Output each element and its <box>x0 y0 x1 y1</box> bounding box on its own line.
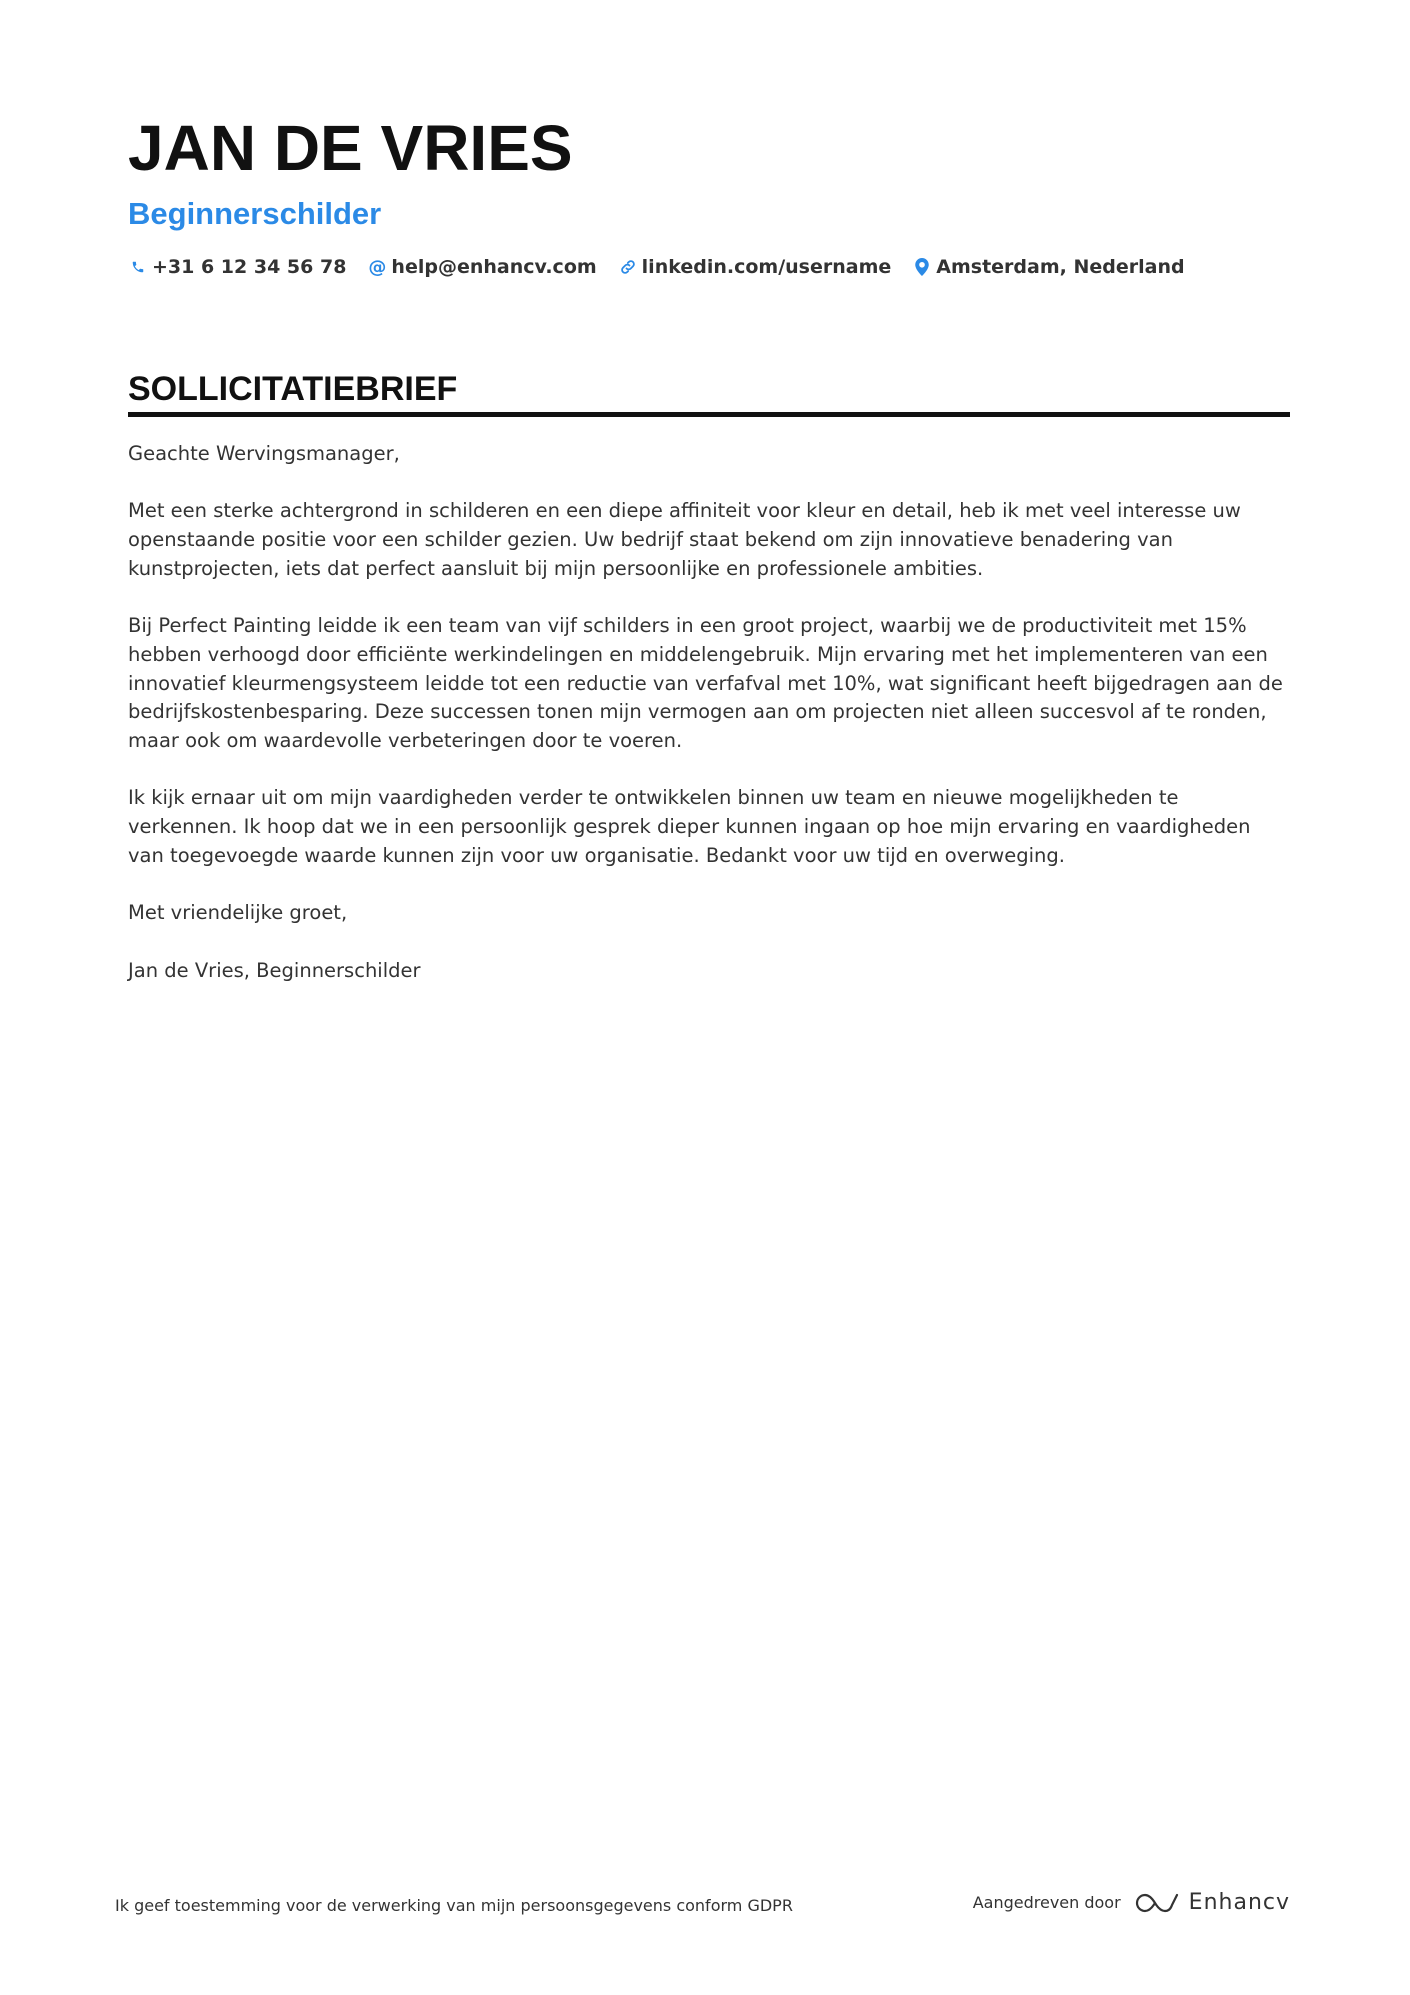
link-icon <box>618 257 638 277</box>
gdpr-consent: Ik geef toestemming voor de verwerking van mijn persoonsgegevens conform GDPR <box>115 1896 793 1915</box>
contact-linkedin <box>618 256 892 278</box>
at-icon: @ <box>368 256 387 278</box>
contact-phone <box>128 256 346 278</box>
letter-closing: Met vriendelijke groet, <box>128 901 348 925</box>
letter-body <box>128 440 1290 1014</box>
candidate-name: JAN DE VRIES <box>128 112 573 184</box>
location-pin-icon <box>912 257 932 277</box>
linkedin-value[interactable]: linkedin.com/username <box>641 256 892 278</box>
candidate-title: Beginnerschilder <box>128 196 382 231</box>
phone-icon <box>128 257 148 277</box>
email-value[interactable]: help@enhancv.com <box>391 256 597 278</box>
powered-by <box>973 1890 1290 1915</box>
contact-location <box>912 256 1184 278</box>
section-title: SOLLICITATIEBRIEF <box>128 368 1290 417</box>
phone-value: +31 6 12 34 56 78 <box>152 256 347 278</box>
letter-paragraph: Met een sterke achtergrond in schilderen en een diepe affiniteit voor kleur en detail, heb ik met veel interesse uw openstaande positie voor een schilder gezien. Uw bedrijf staat bekend om zijn innovatieve benadering van kunstprojecten, iets dat perfect aansluit bij mijn persoonlijke en professionele ambities. <box>128 499 1241 580</box>
letter-greeting: Geachte Wervingsmanager, <box>128 442 400 465</box>
enhancv-logo-icon <box>1133 1891 1179 1915</box>
contact-bar <box>128 256 1288 278</box>
header <box>128 108 1288 278</box>
powered-by-label: Aangedreven door <box>972 1893 1121 1912</box>
contact-email <box>367 256 596 278</box>
brand-name[interactable]: Enhancv <box>1188 1890 1290 1915</box>
letter-signature: Jan de Vries, Beginnerschilder <box>128 958 421 982</box>
location-value: Amsterdam, Nederland <box>936 256 1185 278</box>
letter-paragraph: Ik kijk ernaar uit om mijn vaardigheden verder te ontwikkelen binnen uw team en nieuwe mogelijkheden te verkennen. Ik hoop dat we in een persoonlijk gesprek dieper kunnen ingaan op hoe mijn ervaring en vaardigheden van toegevoegde waarde kunnen zijn voor uw organisatie. Bedankt voor uw tijd en overweging. <box>128 786 1251 867</box>
letter-paragraph: Bij Perfect Painting leidde ik een team van vijf schilders in een groot project, waarbij we de productiviteit met 15% hebben verhoogd door efficiënte werkindelingen en middelengebruik. Mijn ervaring met het implementeren van een innovatief kleurmengsysteem leidde tot een reductie van verfafval met 10%, wat significant heeft bijgedragen aan de bedrijfskostenbesparing. Deze successen tonen mijn vermogen aan om projecten niet alleen succesvol af te ronden, maar ook om waardevolle verbeteringen door te voeren. <box>128 614 1283 752</box>
